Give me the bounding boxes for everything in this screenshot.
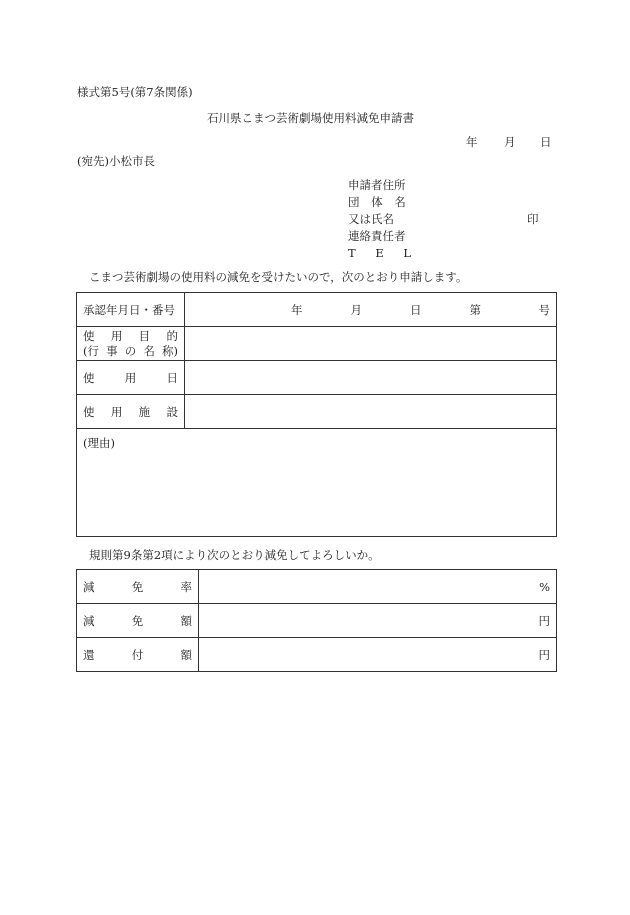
use-date-value-cell[interactable] bbox=[185, 361, 557, 395]
facility-row bbox=[77, 395, 557, 429]
page-title: 石川県こまつ芸術劇場使用料減免申請書 bbox=[207, 111, 414, 125]
refund-unit: 円 bbox=[538, 647, 550, 662]
date-month-label: 月 bbox=[504, 135, 516, 149]
rate-row bbox=[77, 570, 557, 604]
intro-text: こまつ芸術劇場の使用料の減免を受けたいので，次のとおり申請します。 bbox=[89, 270, 468, 284]
date-day-label: 日 bbox=[540, 135, 552, 149]
refund-label: 還 付 額 bbox=[77, 638, 199, 672]
facility-label: 使 用 施 設 bbox=[77, 395, 185, 429]
addressee: (宛先)小松市長 bbox=[77, 154, 155, 168]
rule-text: 規則第9条第2項により次のとおり減免してよろしいか。 bbox=[89, 548, 380, 562]
approval-month: 月 bbox=[350, 302, 362, 317]
contact-person-label: 連絡責任者 bbox=[348, 229, 406, 243]
seal-mark: 印 bbox=[527, 212, 539, 226]
date-year-label: 年 bbox=[466, 135, 478, 149]
amount-value-cell[interactable] bbox=[199, 604, 557, 638]
approval-value-cell[interactable] bbox=[185, 293, 557, 327]
purpose-label-line1: 使 用 目 的 bbox=[83, 328, 178, 343]
reason-label: (理由) bbox=[83, 436, 115, 450]
purpose-value-cell[interactable] bbox=[185, 327, 557, 361]
rate-label: 減 免 率 bbox=[77, 570, 199, 604]
refund-row bbox=[77, 638, 557, 672]
reason-cell[interactable] bbox=[77, 429, 557, 537]
application-table bbox=[76, 292, 557, 537]
use-date-row bbox=[77, 361, 557, 395]
applicant-address-label: 申請者住所 bbox=[348, 178, 406, 192]
tel-label: T E L bbox=[348, 246, 420, 260]
use-date-label: 使 用 日 bbox=[77, 361, 185, 395]
approval-dai: 第 bbox=[469, 302, 481, 317]
amount-unit: 円 bbox=[538, 613, 550, 628]
approval-year: 年 bbox=[291, 302, 303, 317]
applicant-name-label: 又は氏名 bbox=[348, 212, 394, 226]
facility-value-cell[interactable] bbox=[185, 395, 557, 429]
rate-unit: % bbox=[539, 579, 550, 594]
group-name-label: 団 体 名 bbox=[348, 195, 410, 209]
amount-label: 減 免 額 bbox=[77, 604, 199, 638]
reason-row bbox=[77, 429, 557, 537]
approval-row bbox=[77, 293, 557, 327]
reduction-table bbox=[76, 569, 557, 672]
amount-row bbox=[77, 604, 557, 638]
purpose-label-line2: (行 事 の 名 称) bbox=[83, 343, 178, 358]
purpose-row bbox=[77, 327, 557, 361]
approval-go: 号 bbox=[538, 302, 550, 317]
form-number: 様式第5号(第7条関係) bbox=[77, 85, 193, 99]
approval-label: 承認年月日・番号 bbox=[77, 293, 185, 327]
approval-day: 日 bbox=[410, 302, 422, 317]
refund-value-cell[interactable] bbox=[199, 638, 557, 672]
purpose-label bbox=[77, 327, 185, 361]
rate-value-cell[interactable] bbox=[199, 570, 557, 604]
